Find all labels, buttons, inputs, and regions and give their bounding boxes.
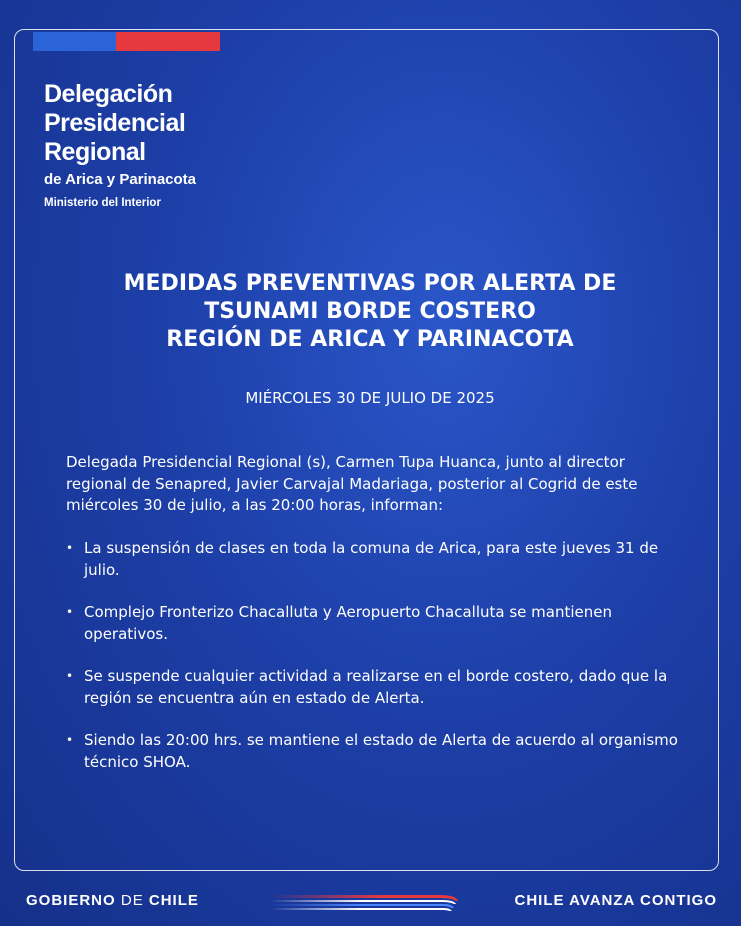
list-item	[66, 730, 686, 773]
footer-word-de: DE	[120, 892, 144, 909]
chile-avanza-contigo-label: CHILE AVANZA CONTIGO	[514, 892, 717, 909]
bullet-icon: •	[66, 541, 74, 555]
flag-stripes-icon	[270, 889, 460, 913]
list-item-text: Siendo las 20:00 hrs. se mantiene el estado de Alerta de acuerdo al organismo técnico SHOA.	[84, 731, 678, 771]
logo-region: de Arica y Parinacota	[44, 171, 197, 188]
list-item	[66, 538, 686, 581]
intro-paragraph: Delegada Presidencial Regional (s), Carmen Tupa Huanca, junto al director regional de Senapred, Javier Carvajal Madariaga, posterior al Cogrid de este miércoles 30 de julio, a las 20:00 horas, informan:	[66, 453, 638, 514]
page-title	[40, 270, 700, 354]
list-item	[66, 666, 686, 709]
flag-blue-segment	[33, 32, 116, 51]
list-item-text: Se suspende cualquier actividad a realizarse en el borde costero, dado que la región se encuentra aún en estado de Alerta.	[84, 667, 668, 707]
logo-line-3: Regional	[44, 138, 146, 166]
list-item-text: Complejo Fronterizo Chacalluta y Aeropuerto Chacalluta se mantienen operativos.	[84, 603, 612, 643]
footer-word-gobierno: GOBIERNO	[26, 892, 116, 909]
bullet-icon: •	[66, 605, 74, 619]
measures-list	[66, 538, 686, 794]
title-line-2: TSUNAMI BORDE COSTERO	[204, 299, 536, 324]
footer-word-chile: CHILE	[148, 892, 199, 909]
title-line-3: REGIÓN DE ARICA Y PARINACOTA	[166, 327, 574, 352]
bullet-icon: •	[66, 669, 74, 683]
date-line: MIÉRCOLES 30 DE JULIO DE 2025	[245, 389, 495, 407]
title-line-1: MEDIDAS PREVENTIVAS POR ALERTA DE	[123, 271, 617, 296]
gobierno-de-chile-label	[26, 892, 199, 909]
logo-line-2: Presidencial	[44, 109, 186, 137]
list-item	[66, 602, 686, 645]
logo-line-1: Delegación	[44, 80, 173, 108]
flag-red-segment	[116, 32, 220, 51]
delegacion-logo	[44, 80, 196, 209]
logo-ministry: Ministerio del Interior	[44, 197, 161, 209]
list-item-text: La suspensión de clases en toda la comuna de Arica, para este jueves 31 de julio.	[84, 539, 659, 579]
chile-flag-bar	[33, 32, 220, 51]
bullet-icon: •	[66, 733, 74, 747]
